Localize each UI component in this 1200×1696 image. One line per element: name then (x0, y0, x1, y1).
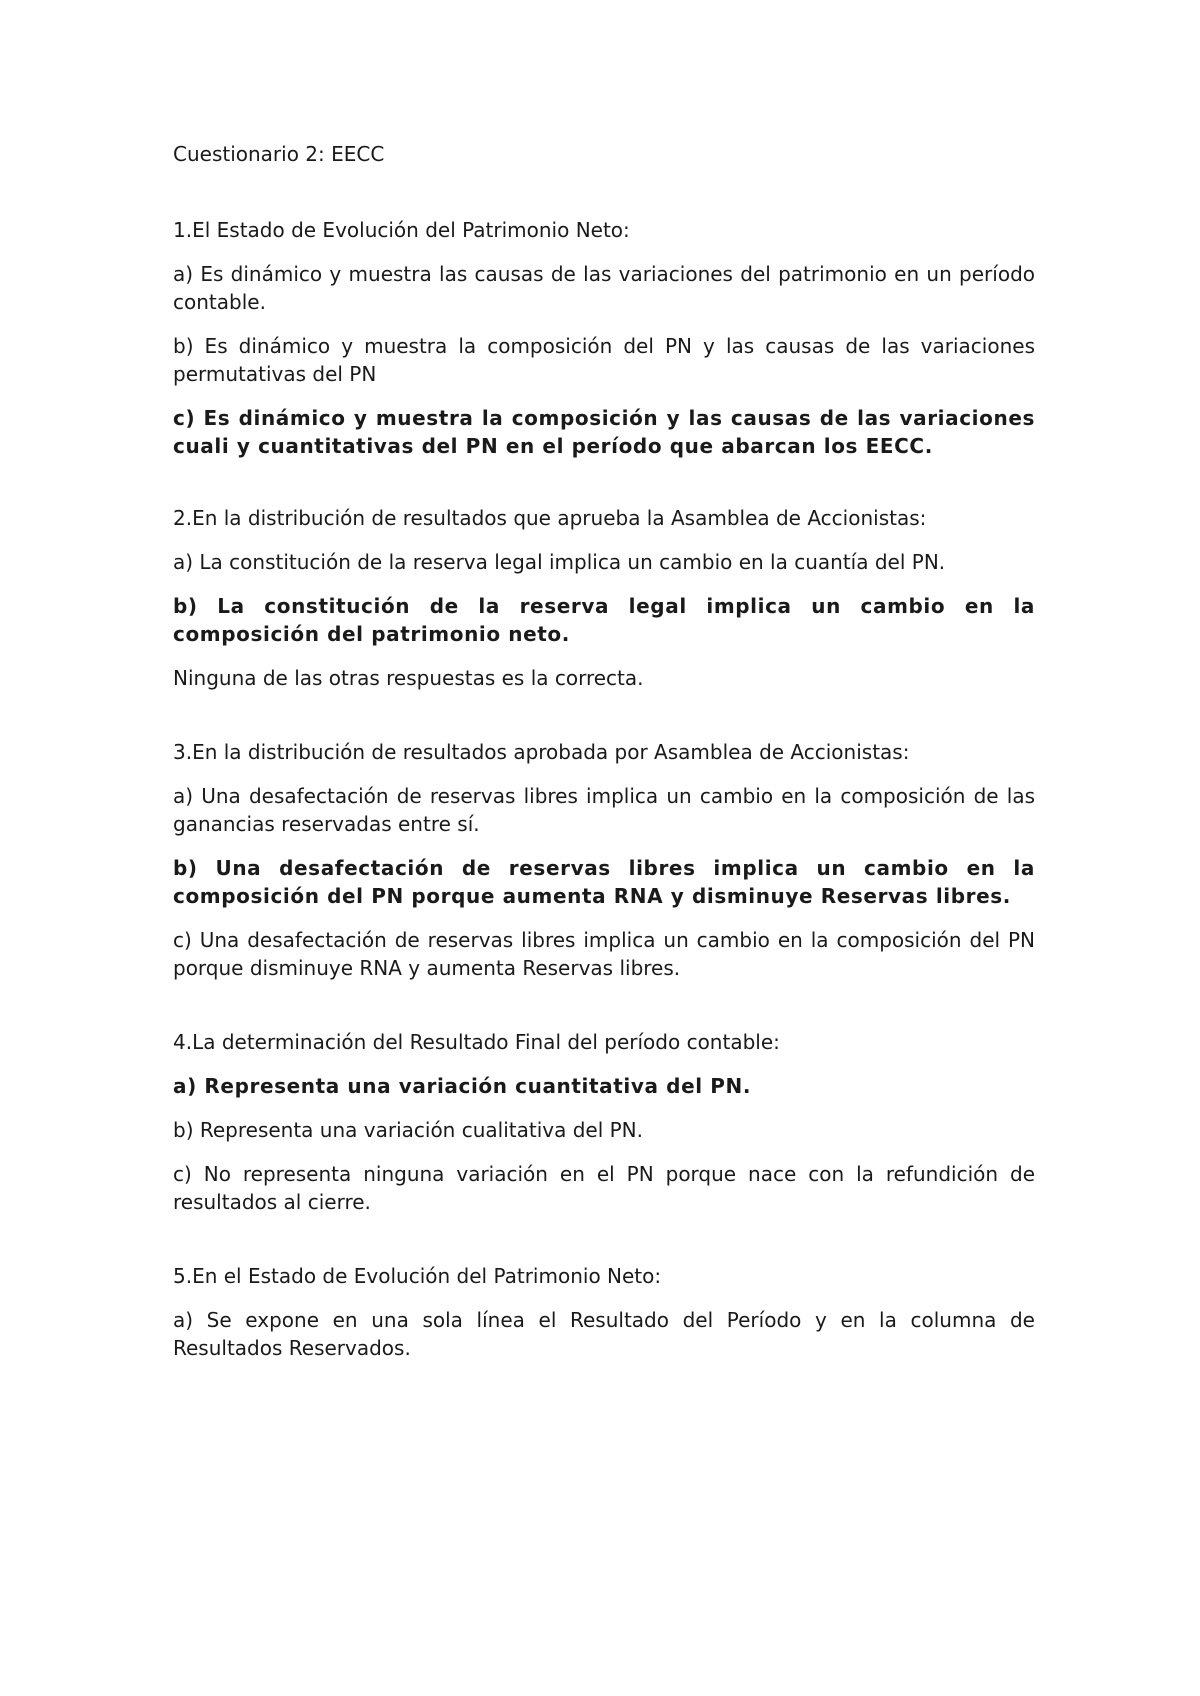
option-c-correct: c) Es dinámico y muestra la composición y las causas de las variaciones cuali y cuantitativas del PN en el período que abarcan los EECC. (173, 406, 1035, 458)
option-a: a) Una desafectación de reservas libres implica un cambio en la composición de las ganancias reservadas entre sí. (173, 784, 1035, 836)
option-c: c) No representa ninguna variación en el PN porque nace con la refundición de resultados al cierre. (173, 1162, 1035, 1214)
option-c: c) Una desafectación de reservas libres implica un cambio en la composición del PN porque disminuye RNA y aumenta Reservas libres. (173, 928, 1035, 980)
question-1 (173, 216, 1035, 460)
document-page (173, 140, 1035, 1408)
option-b-correct: b) La constitución de la reserva legal implica un cambio en la composición del patrimonio neto. (173, 594, 1035, 646)
question-text: 1.El Estado de Evolución del Patrimonio Neto: (173, 218, 630, 242)
question-3 (173, 738, 1035, 982)
question-text: 5.En el Estado de Evolución del Patrimonio Neto: (173, 1264, 662, 1288)
question-text: 4.La determinación del Resultado Final del período contable: (173, 1030, 780, 1054)
option-a: a) La constitución de la reserva legal implica un cambio en la cuantía del PN. (173, 550, 946, 574)
question-text: 3.En la distribución de resultados aprobada por Asamblea de Accionistas: (173, 740, 910, 764)
option-a: a) Es dinámico y muestra las causas de las variaciones del patrimonio en un período contable. (173, 262, 1035, 314)
option-b: b) Es dinámico y muestra la composición del PN y las causas de las variaciones permutativas del PN (173, 334, 1035, 386)
option-a-correct: a) Representa una variación cuantitativa del PN. (173, 1074, 752, 1098)
option-none: Ninguna de las otras respuestas es la correcta. (173, 666, 644, 690)
question-4 (173, 1028, 1035, 1216)
question-2 (173, 504, 1035, 692)
document-title: Cuestionario 2: EECC (173, 142, 385, 166)
option-b: b) Representa una variación cualitativa del PN. (173, 1118, 643, 1142)
option-b-correct: b) Una desafectación de reservas libres implica un cambio en la composición del PN porque aumenta RNA y disminuye Reservas libres. (173, 856, 1035, 908)
question-5 (173, 1262, 1035, 1362)
option-a: a) Se expone en una sola línea el Resultado del Período y en la columna de Resultados Reservados. (173, 1308, 1035, 1360)
question-text: 2.En la distribución de resultados que aprueba la Asamblea de Accionistas: (173, 506, 927, 530)
